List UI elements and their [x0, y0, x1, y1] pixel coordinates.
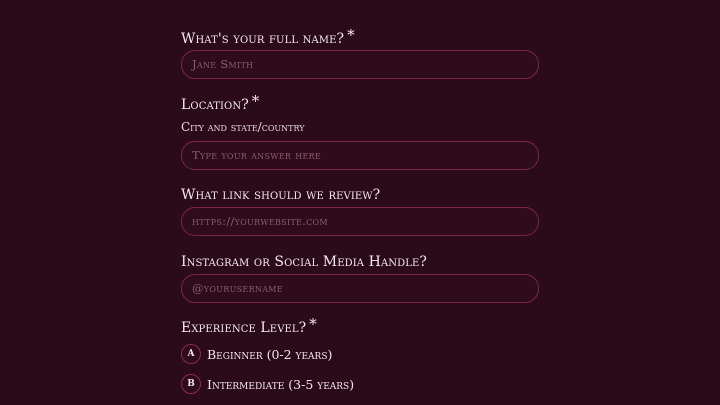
experience-option-intermediate[interactable] [181, 374, 354, 394]
social-handle-input[interactable] [181, 274, 539, 303]
link-input[interactable] [181, 207, 539, 236]
required-asterisk: * [251, 92, 260, 110]
experience-label [181, 315, 317, 337]
link-label-text: What link should we review? [181, 187, 381, 203]
required-asterisk: * [309, 315, 317, 333]
required-asterisk: * [347, 26, 355, 44]
location-sublabel: City and state/country [181, 120, 305, 134]
link-label [181, 186, 380, 204]
social-handle-placeholder: @yourusername [192, 281, 283, 295]
social-handle-label [181, 253, 427, 271]
location-input[interactable] [181, 141, 539, 170]
social-handle-label-text: Instagram or Social Media Handle? [181, 254, 428, 270]
location-label [181, 92, 260, 114]
option-key-badge: B [181, 374, 201, 394]
full-name-label-text: What's your full name? [181, 31, 345, 47]
experience-label-text: Experience Level? [181, 320, 307, 336]
location-label-text: Location? [181, 97, 249, 113]
full-name-input[interactable] [181, 50, 539, 79]
option-key-badge: A [181, 344, 201, 364]
link-placeholder: https://yourwebsite.com [192, 214, 328, 228]
full-name-placeholder: Jane Smith [192, 57, 254, 71]
full-name-label [181, 26, 355, 48]
option-label: Intermediate (3-5 years) [207, 376, 355, 392]
option-label: Beginner (0-2 years) [207, 346, 333, 362]
experience-option-beginner[interactable] [181, 344, 332, 364]
location-placeholder: Type your answer here [192, 148, 322, 162]
